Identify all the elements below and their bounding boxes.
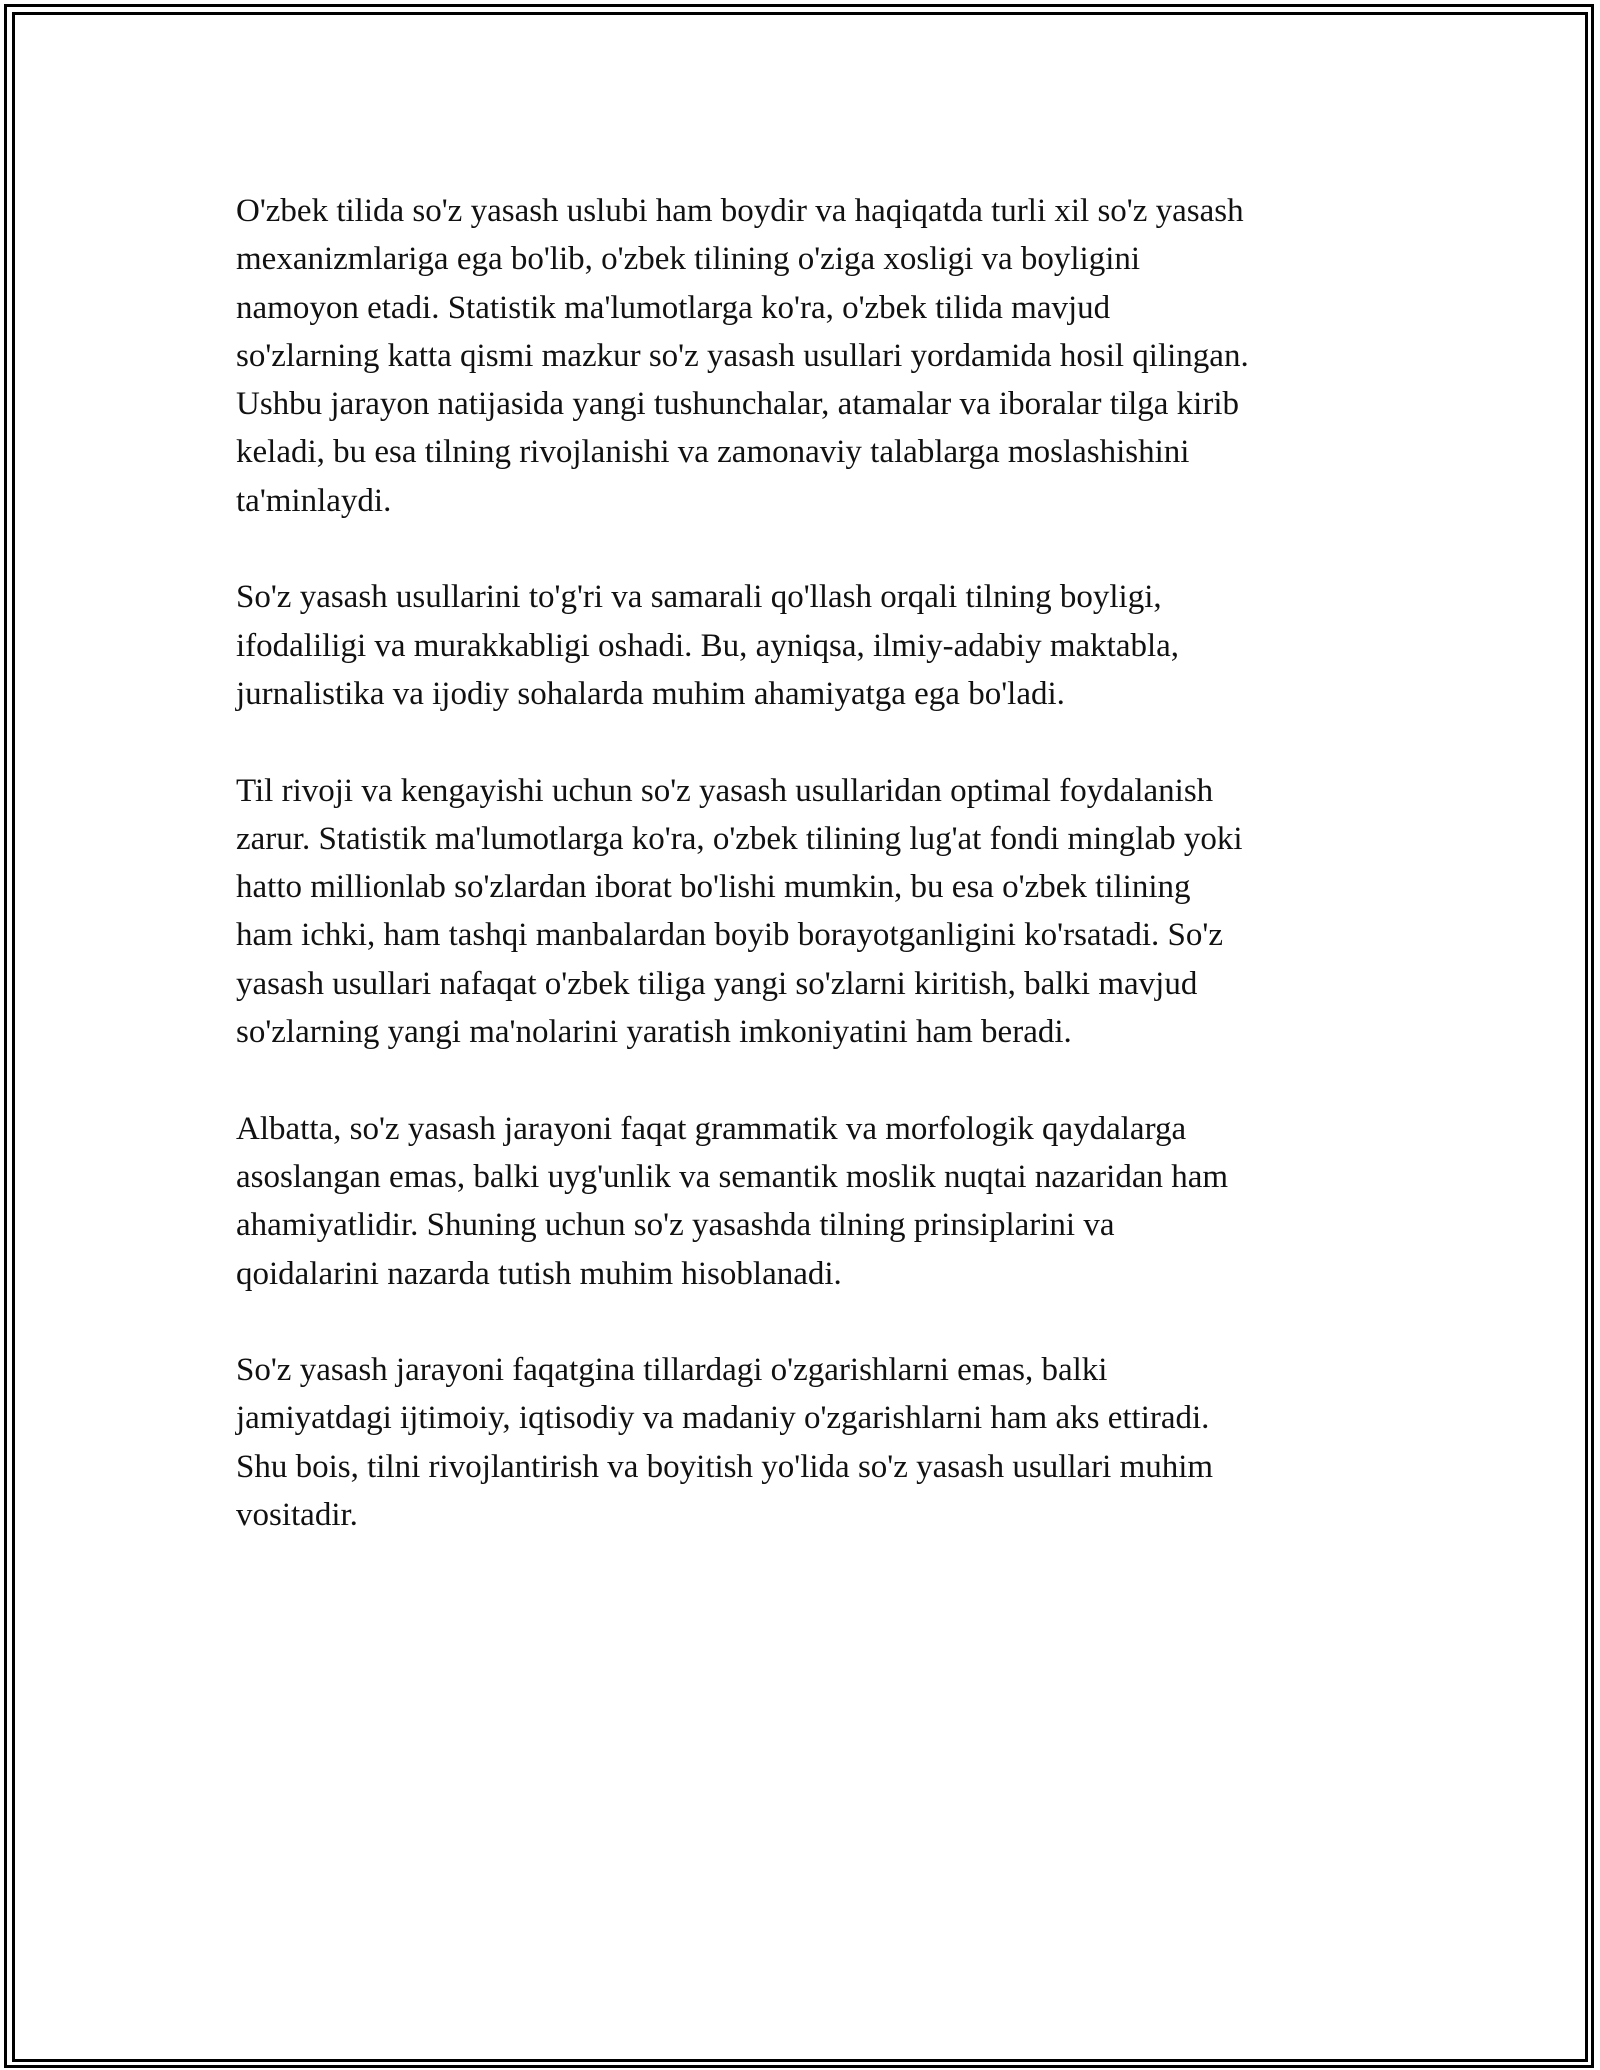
text-line: jurnalistika va ijodiy sohalarda muhim ahamiyatga ega bo'ladi. (236, 675, 1065, 712)
paragraph-5 (236, 1346, 1376, 1539)
text-line: zarur. Statistik ma'lumotlarga ko'ra, o'zbek tilining lug'at fondi minglab yoki (236, 820, 1243, 857)
text-line: ta'minlaydi. (236, 482, 392, 519)
text-line: keladi, bu esa tilning rivojlanishi va zamonaviy talablarga moslashishini (236, 434, 1190, 471)
text-line: so'zlarning katta qismi mazkur so'z yasash usullari yordamida hosil qilingan. (236, 337, 1249, 374)
text-line: Albatta, so'z yasash jarayoni faqat grammatik va morfologik qaydalarga (236, 1110, 1187, 1147)
text-line: namoyon etadi. Statistik ma'lumotlarga ko'ra, o'zbek tilida mavjud (236, 289, 1111, 326)
text-line: So'z yasash jarayoni faqatgina tillardagi o'zgarishlarni emas, balki (236, 1352, 1108, 1389)
text-line: hatto millionlab so'zlardan iborat bo'lishi mumkin, bu esa o'zbek tilining (236, 869, 1191, 906)
text-line: jamiyatdagi ijtimoiy, iqtisodiy va madaniy o'zgarishlarni ham aks ettiradi. (236, 1400, 1210, 1437)
text-line: ham ichki, ham tashqi manbalardan boyib borayotganligini ko'rsatadi. So'z (236, 917, 1224, 954)
text-line: mexanizmlariga ega bo'lib, o'zbek tilining o'ziga xosligi va boyligini (236, 241, 1141, 278)
text-line: vositadir. (236, 1497, 358, 1534)
text-line: qoidalarini nazarda tutish muhim hisoblanadi. (236, 1255, 842, 1292)
text-line: Shu bois, tilni rivojlantirish va boyitish yo'lida so'z yasash usullari muhim (236, 1448, 1214, 1485)
paragraph-3 (236, 767, 1376, 1057)
document-body (236, 187, 1376, 1588)
paragraph-4 (236, 1105, 1376, 1298)
paragraph-1 (236, 187, 1376, 525)
text-line: yasash usullari nafaqat o'zbek tiliga yangi so'zlarni kiritish, balki mavjud (236, 965, 1198, 1002)
paragraph-2 (236, 573, 1376, 718)
text-line: Ushbu jarayon natijasida yangi tushunchalar, atamalar va iboralar tilga kirib (236, 386, 1240, 423)
text-line: O'zbek tilida so'z yasash uslubi ham boydir va haqiqatda turli xil so'z yasash (236, 193, 1244, 229)
text-line: So'z yasash usullarini to'g'ri va samarali qo'llash orqali tilning boyligi, (236, 579, 1162, 616)
text-line: asoslangan emas, balki uyg'unlik va semantik moslik nuqtai nazaridan ham (236, 1158, 1229, 1195)
text-line: so'zlarning yangi ma'nolarini yaratish imkoniyatini ham beradi. (236, 1014, 1072, 1051)
text-line: Til rivoji va kengayishi uchun so'z yasash usullaridan optimal foydalanish (236, 772, 1214, 809)
text-line: ifodaliligi va murakkabligi oshadi. Bu, ayniqsa, ilmiy-adabiy maktabla, (236, 627, 1180, 664)
text-line: ahamiyatlidir. Shuning uchun so'z yasashda tilning prinsiplarini va (236, 1207, 1115, 1244)
